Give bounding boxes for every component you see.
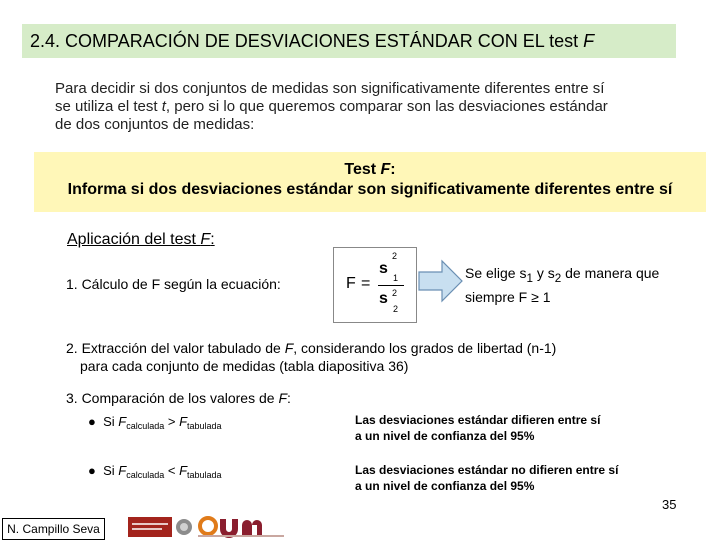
formula-numerator-sup: 2 bbox=[392, 251, 398, 261]
result-differ bbox=[355, 412, 600, 444]
condition-less bbox=[88, 463, 222, 480]
note-part-3: de manera que siempre F ≥ 1 bbox=[465, 265, 660, 305]
test-heading-suffix: : bbox=[390, 161, 396, 178]
condition-f-tab: F bbox=[179, 414, 188, 429]
formula-denominator: s bbox=[379, 290, 388, 307]
page-number: 35 bbox=[662, 497, 677, 512]
condition-operator: > bbox=[164, 414, 180, 429]
f-formula-box bbox=[333, 247, 417, 323]
step-3-prefix: 3. Comparación de los valores de bbox=[66, 390, 279, 406]
note-sub-2: 2 bbox=[554, 271, 562, 285]
formula-equals: = bbox=[361, 275, 371, 292]
step-2-line-1 bbox=[66, 339, 706, 357]
formula-numerator-sub: 1 bbox=[393, 273, 399, 283]
intro-paragraph bbox=[55, 80, 695, 134]
condition-sub-tabulada: tabulada bbox=[187, 470, 222, 480]
author-label: N. Campillo Seva bbox=[2, 518, 105, 540]
university-logo bbox=[128, 517, 172, 537]
intro-line-3: de dos conjuntos de medidas: bbox=[55, 116, 255, 133]
selection-note bbox=[465, 264, 705, 306]
test-f-description: Informa si dos desviaciones estándar son significativamente diferentes entre sí bbox=[67, 181, 673, 198]
application-heading-suffix: : bbox=[210, 231, 215, 248]
result-not-differ-line-2: a un nivel de confianza del 95% bbox=[355, 479, 535, 493]
formula-denominator-sup: 2 bbox=[392, 288, 398, 298]
step-2-text bbox=[66, 339, 706, 375]
step-3-variable: F bbox=[278, 390, 288, 406]
condition-sub-calculada: calculada bbox=[126, 470, 165, 480]
test-heading-variable: F bbox=[380, 161, 391, 178]
intro-line-2-b: , pero si lo que queremos comparar son las desviaciones estándar bbox=[165, 98, 608, 115]
result-differ-line-2: a un nivel de confianza del 95% bbox=[355, 429, 535, 443]
step-2-part-2: , considerando los grados de libertad (n-1) bbox=[293, 340, 557, 356]
condition-sub-calculada: calculada bbox=[126, 421, 165, 431]
university-logos bbox=[128, 515, 288, 539]
formula-lhs: F bbox=[346, 275, 356, 292]
intro-line-2-a: se utiliza el test bbox=[55, 98, 162, 115]
note-sub-1: 1 bbox=[526, 271, 533, 285]
result-differ-line-1: Las desviaciones estándar difieren entre sí bbox=[355, 413, 601, 427]
step-3-label bbox=[66, 390, 291, 406]
application-heading bbox=[67, 231, 215, 249]
condition-f-tab: F bbox=[179, 463, 188, 478]
result-not-differ bbox=[355, 462, 618, 494]
bullet-icon: ● bbox=[88, 463, 96, 478]
condition-operator: < bbox=[164, 463, 180, 478]
condition-f-calc: F bbox=[118, 463, 127, 478]
application-heading-variable: F bbox=[200, 231, 211, 248]
formula-numerator: s bbox=[379, 260, 388, 277]
right-arrow-icon bbox=[418, 259, 464, 303]
note-part-2: y s bbox=[532, 265, 555, 281]
title-variable: F bbox=[583, 31, 595, 51]
condition-si: Si bbox=[103, 414, 119, 429]
application-heading-prefix: Aplicación del test bbox=[67, 231, 201, 248]
condition-sub-tabulada: tabulada bbox=[187, 421, 222, 431]
result-not-differ-line-1: Las desviaciones estándar no difieren entre sí bbox=[355, 463, 619, 477]
step-3-suffix: : bbox=[287, 390, 291, 406]
test-f-heading bbox=[34, 160, 706, 180]
intro-t-variable: t bbox=[161, 98, 166, 115]
note-part-1: Se elige s bbox=[465, 265, 527, 281]
title-text: 2.4. COMPARACIÓN DE DESVIACIONES ESTÁNDAR CON EL test bbox=[30, 31, 584, 51]
condition-si: Si bbox=[103, 463, 119, 478]
step-2-part-1: 2. Extracción del valor tabulado de bbox=[66, 340, 285, 356]
slide-title bbox=[22, 24, 676, 58]
condition-f-calc: F bbox=[118, 414, 127, 429]
bullet-icon: ● bbox=[88, 414, 96, 429]
condition-greater bbox=[88, 414, 222, 431]
test-heading-prefix: Test bbox=[344, 161, 381, 178]
step-2-line-2: para cada conjunto de medidas (tabla diapositiva 36) bbox=[80, 358, 409, 374]
step-1-label: 1. Cálculo de F según la ecuación: bbox=[66, 276, 281, 292]
ocw-logo bbox=[200, 518, 216, 534]
step-2-variable: F bbox=[284, 340, 294, 356]
intro-line-1: Para decidir si dos conjuntos de medidas son significativamente diferentes entre sí bbox=[55, 80, 605, 97]
test-f-box bbox=[34, 152, 706, 212]
intro-line-2 bbox=[55, 98, 695, 116]
formula-fraction-bar bbox=[378, 285, 404, 286]
formula-denominator-sub: 2 bbox=[393, 304, 399, 314]
